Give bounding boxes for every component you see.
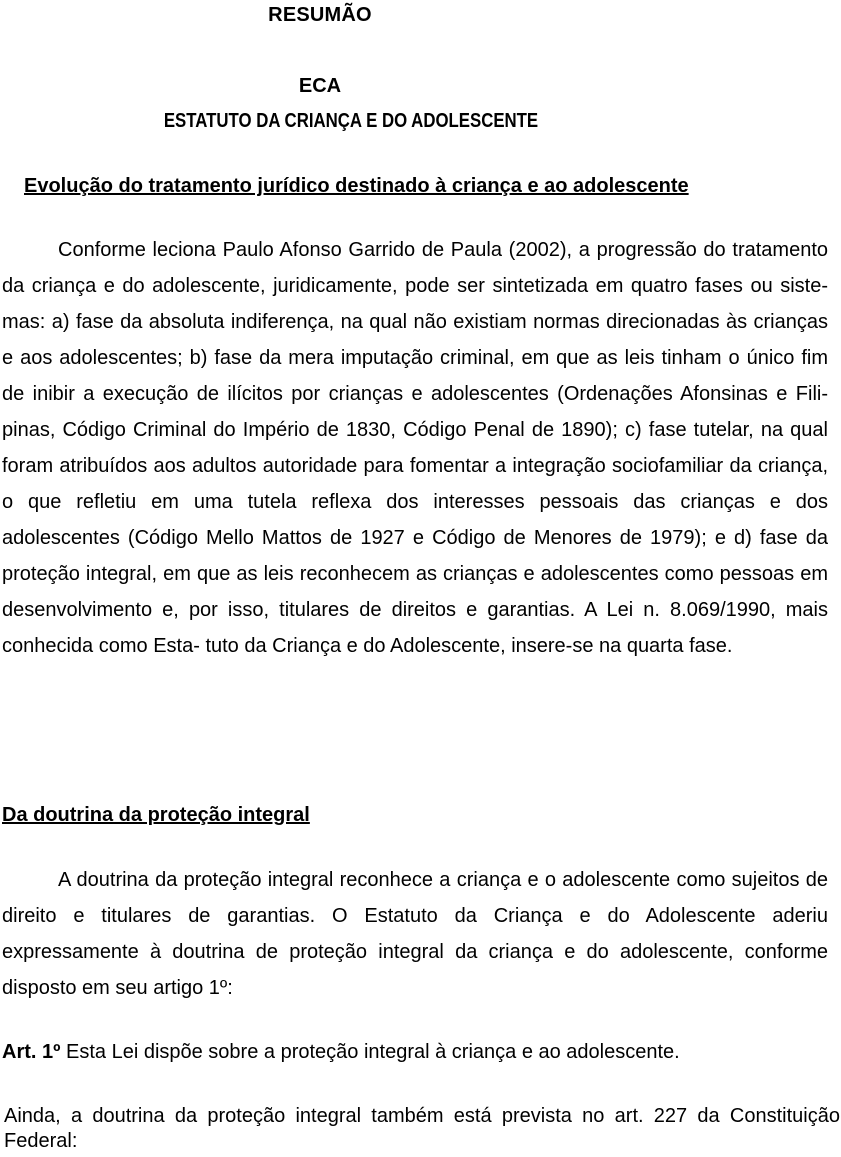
statute-full-name: ESTATUTO DA CRIANÇA E DO ADOLESCENTE [163,110,539,132]
paragraph-closing: Ainda, a doutrina da proteção integral também está prevista no art. 227 da Constituição Federal: [4,1105,840,1152]
document-title: RESUMÃO [268,4,372,26]
paragraph-evolution: Conforme leciona Paulo Afonso Garrido de Paula (2002), a progressão do tratamento da criança e do adolescente, juridicamente, pode ser sintetizada em quatro fases ou siste- mas: a) fase da absoluta indiferença, na qual não existiam normas direcionadas às crianças e aos adolescentes; b) fase da mera imputação criminal, em que as leis tinham o único fim de inibir a execução de ilícitos por crianças e adolescentes (Ordenações Afonsinas e Fili- pinas, Código Criminal do Império de 1830, Código Penal de 1890); c) fase tutelar, na qual foram atribuídos aos adultos autoridade para fomentar a integração sociofamiliar da criança, o que refletiu em uma tutela reflexa dos interesses pessoais das crianças e dos adolescentes (Código Mello Mattos de 1927 e Código de Menores de 1979); e d) fase da proteção integral, em que as leis reconhecem as crianças e adolescentes como pessoas em desenvolvimento e, por isso, titulares de direitos e garantias. A Lei n. 8.069/1990, mais conhecida como Esta- tuto da Criança e do Adolescente, insere-se na quarta fase. [2,239,828,657]
article-1-text: Esta Lei dispõe sobre a proteção integral à criança e ao adolescente. [60,1041,680,1063]
document-subtitle: ECA [298,75,342,97]
article-1 [2,1034,680,1070]
article-1-label: Art. 1º [2,1041,61,1063]
paragraph-integral-protection: A doutrina da proteção integral reconhece a criança e o adolescente como sujeitos de direito e titulares de garantias. O Estatuto da Criança e do Adolescente aderiu expressamente à doutrina de proteção integral da criança e do adolescente, conforme disposto em seu artigo 1º: [2,869,828,999]
section-heading-evolution: Evolução do tratamento jurídico destinado à criança e ao adolescente [24,175,689,197]
section-heading-integral-protection: Da doutrina da proteção integral [2,804,310,826]
